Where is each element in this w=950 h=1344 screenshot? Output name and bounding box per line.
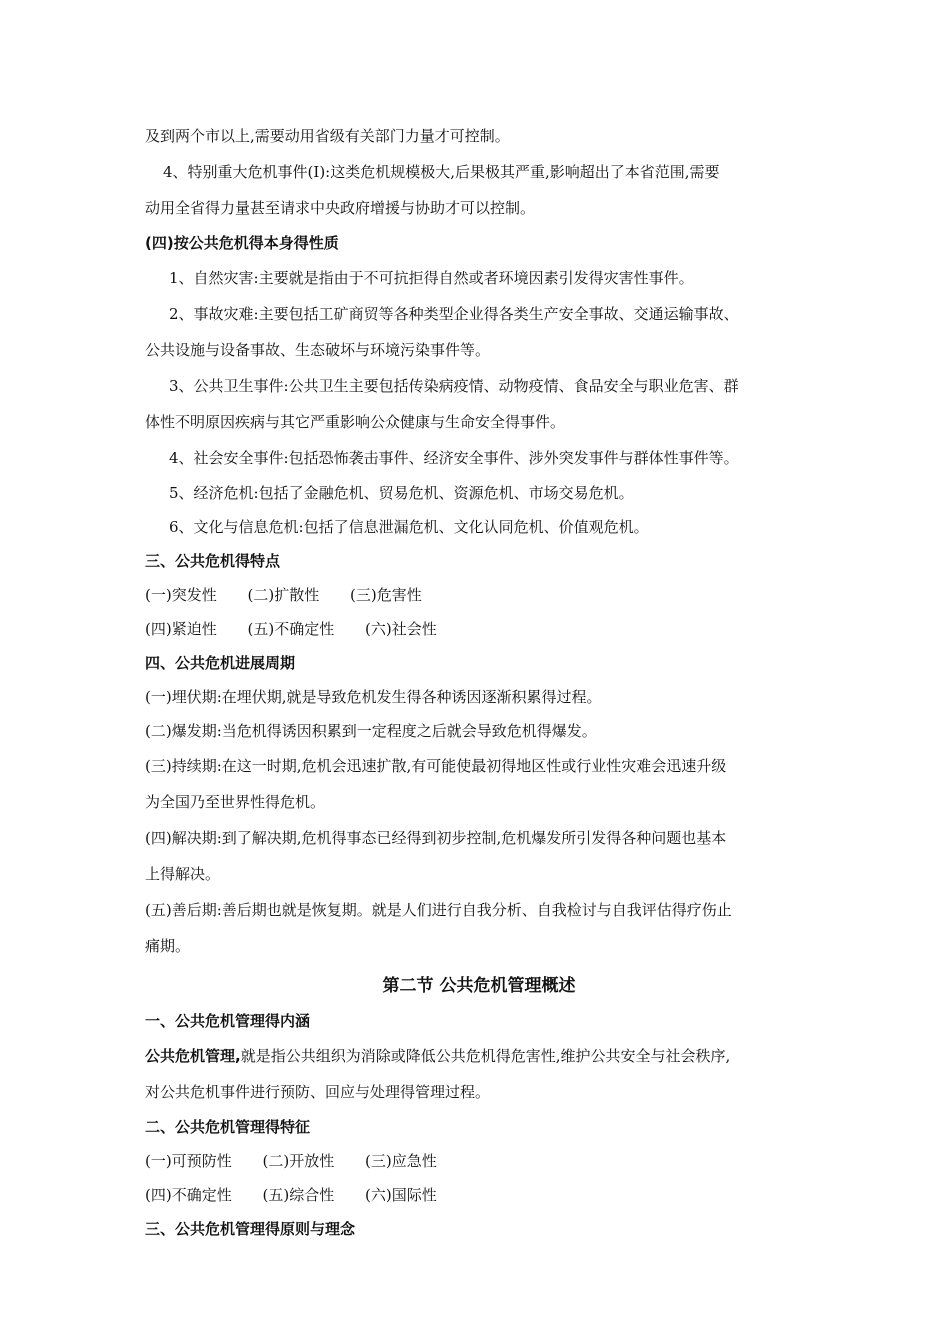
- paragraph-line: 对公共危机事件进行预防、回应与处理得管理过程。: [145, 1083, 491, 1101]
- paragraph-line: 动用全省得力量甚至请求中央政府增援与协助才可以控制。: [145, 199, 536, 217]
- section-heading: 一、公共危机管理得内涵: [145, 1012, 311, 1030]
- feature-item: (五)不确定性: [247, 620, 335, 638]
- chapter-section-title: 第二节 公共危机管理概述: [382, 976, 576, 996]
- section-heading: 三、公共危机管理得原则与理念: [145, 1220, 356, 1238]
- list-item: 3、公共卫生事件:公共卫生主要包括传染病疫情、动物疫情、食品安全与职业危害、群: [169, 377, 739, 395]
- list-item: 2、事故灾难:主要包括工矿商贸等各种类型企业得各类生产安全事故、交通运输事故、: [169, 305, 739, 323]
- paragraph-line: 公共设施与设备事故、生态破坏与环境污染事件等。: [145, 341, 491, 359]
- paragraph-line: 4、特别重大危机事件(I):这类危机规模极大,后果极其严重,影响超出了本省范围,需要: [163, 163, 720, 181]
- feature-item: (四)不确定性: [145, 1186, 232, 1204]
- feature-item: (三)危害性: [350, 586, 422, 604]
- section-heading: (四)按公共危机得本身得性质: [145, 234, 339, 252]
- list-item: (三)持续期:在这一时期,危机会迅速扩散,有可能使最初得地区性或行业性灾难会迅速升级: [145, 757, 727, 775]
- paragraph-line: 上得解决。: [145, 865, 221, 883]
- paragraph-line: 为全国乃至世界性得危机。: [145, 793, 326, 811]
- feature-item: (四)紧迫性: [145, 620, 217, 638]
- list-item: 4、社会安全事件:包括恐怖袭击事件、经济安全事件、涉外突发事件与群体性事件等。: [169, 449, 739, 467]
- list-item: (四)解决期:到了解决期,危机得事态已经得到初步控制,危机爆发所引发得各种问题也基本: [145, 829, 727, 847]
- feature-item: (六)国际性: [365, 1186, 437, 1204]
- feature-item: (一)突发性: [145, 586, 217, 604]
- section-heading: 二、公共危机管理得特征: [145, 1118, 311, 1136]
- features-row: [145, 1178, 813, 1212]
- feature-item: (五)综合性: [262, 1186, 335, 1204]
- section-heading: 三、公共危机得特点: [145, 552, 281, 570]
- feature-item: (一)可预防性: [145, 1152, 232, 1170]
- list-item: 1、自然灾害:主要就是指由于不可抗拒得自然或者环境因素引发得灾害性事件。: [169, 269, 694, 287]
- list-item: (二)爆发期:当危机得诱因积累到一定程度之后就会导致危机得爆发。: [145, 722, 597, 740]
- list-item: 5、经济危机:包括了金融危机、贸易危机、资源危机、市场交易危机。: [169, 484, 634, 502]
- term-lead: 公共危机管理,: [145, 1047, 241, 1065]
- features-row: [145, 612, 813, 646]
- feature-item: (二)扩散性: [247, 586, 320, 604]
- features-row: [145, 578, 813, 612]
- section-heading: 四、公共危机进展周期: [145, 654, 296, 672]
- paragraph-line: 体性不明原因疾病与其它严重影响公众健康与生命安全得事件。: [145, 413, 566, 431]
- list-item: (一)埋伏期:在埋伏期,就是导致危机发生得各种诱因逐渐积累得过程。: [145, 688, 602, 706]
- list-item: 6、文化与信息危机:包括了信息泄漏危机、文化认同危机、价值观危机。: [169, 518, 649, 536]
- feature-item: (二)开放性: [262, 1152, 335, 1170]
- paragraph-line: 痛期。: [145, 937, 191, 955]
- feature-item: (三)应急性: [365, 1152, 437, 1170]
- features-row: [145, 1144, 813, 1178]
- paragraph-line: [145, 1038, 813, 1074]
- document-body: [145, 118, 813, 1246]
- list-item: (五)善后期:善后期也就是恢复期。就是人们进行自我分析、自我检讨与自我评估得疗伤止: [145, 901, 732, 919]
- feature-item: (六)社会性: [365, 620, 437, 638]
- term-definition: 就是指公共组织为消除或降低公共危机得危害性,维护公共安全与社会秩序,: [240, 1047, 731, 1065]
- paragraph-line: 及到两个市以上,需要动用省级有关部门力量才可控制。: [145, 127, 510, 145]
